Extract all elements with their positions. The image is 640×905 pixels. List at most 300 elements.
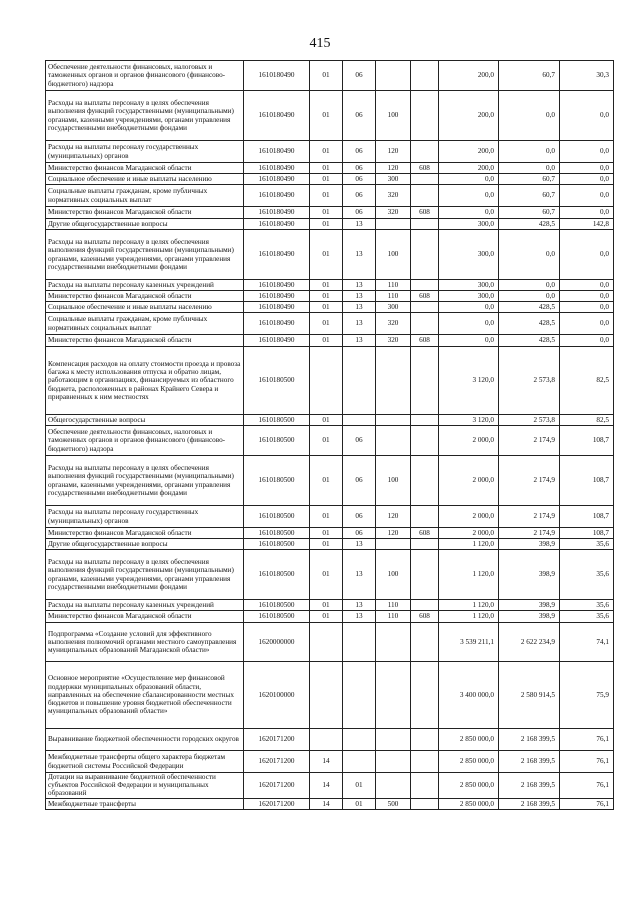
section-code: 01 [310, 539, 343, 550]
program-code: 1620171200 [244, 729, 310, 751]
section-code: 01 [310, 174, 343, 185]
plan-amount: 2 850 000,0 [439, 773, 499, 799]
execution-percent: 0,0 [560, 141, 614, 163]
table-row [46, 291, 614, 302]
subsection-code [343, 729, 376, 751]
table-row [46, 426, 614, 456]
table-row [46, 729, 614, 751]
section-code: 01 [310, 61, 343, 91]
table-row [46, 415, 614, 426]
expense-type-code: 320 [376, 313, 411, 335]
row-name: Межбюджетные трансферты общего характера бюджетам бюджетной системы Российской Федерации [46, 751, 244, 773]
row-name: Расходы на выплаты персоналу казенных учреждений [46, 280, 244, 291]
execution-percent: 108,7 [560, 506, 614, 528]
program-code: 1620171200 [244, 798, 310, 809]
program-code: 1610180490 [244, 335, 310, 347]
expense-type-code [376, 662, 411, 729]
subsection-code: 06 [343, 163, 376, 174]
plan-amount: 3 120,0 [439, 415, 499, 426]
plan-amount: 0,0 [439, 174, 499, 185]
plan-amount: 300,0 [439, 219, 499, 230]
plan-amount: 1 120,0 [439, 600, 499, 611]
actual-amount: 2 573,8 [499, 347, 560, 415]
section-code: 01 [310, 291, 343, 302]
actual-amount: 428,5 [499, 302, 560, 313]
plan-amount: 2 000,0 [439, 506, 499, 528]
table-row [46, 528, 614, 539]
actual-amount: 0,0 [499, 163, 560, 174]
program-code: 1610180500 [244, 347, 310, 415]
administrator-code: 608 [411, 207, 439, 219]
expense-type-code [376, 623, 411, 662]
execution-percent: 0,0 [560, 207, 614, 219]
actual-amount: 2 168 399,5 [499, 773, 560, 799]
execution-percent: 108,7 [560, 456, 614, 506]
execution-percent: 76,1 [560, 751, 614, 773]
expense-type-code [376, 729, 411, 751]
administrator-code [411, 798, 439, 809]
row-name: Основное мероприятие «Осуществление мер финансовой поддержки муниципальных образований области, направленных на обеспечение сбалансированности местных бюджетов и повышение уровня бюджетной обеспеченности муниципальных образований области» [46, 662, 244, 729]
expense-type-code: 100 [376, 91, 411, 141]
subsection-code: 13 [343, 291, 376, 302]
plan-amount: 0,0 [439, 185, 499, 207]
subsection-code: 13 [343, 313, 376, 335]
program-code: 1620171200 [244, 773, 310, 799]
subsection-code: 06 [343, 91, 376, 141]
table-row [46, 506, 614, 528]
row-name: Министерство финансов Магаданской области [46, 291, 244, 302]
execution-percent: 0,0 [560, 302, 614, 313]
actual-amount: 2 622 234,9 [499, 623, 560, 662]
row-name: Обеспечение деятельности финансовых, налоговых и таможенных органов и органов финансового (финансово-бюджетного) надзора [46, 61, 244, 91]
program-code: 1610180490 [244, 91, 310, 141]
expense-type-code: 120 [376, 528, 411, 539]
actual-amount: 398,9 [499, 550, 560, 600]
administrator-code [411, 773, 439, 799]
program-code: 1610180500 [244, 550, 310, 600]
administrator-code [411, 623, 439, 662]
program-code: 1610180490 [244, 185, 310, 207]
plan-amount: 3 120,0 [439, 347, 499, 415]
section-code: 01 [310, 185, 343, 207]
table-row [46, 662, 614, 729]
program-code: 1610180500 [244, 415, 310, 426]
row-name: Социальное обеспечение и иные выплаты населению [46, 302, 244, 313]
table-row [46, 230, 614, 280]
table-row [46, 456, 614, 506]
administrator-code [411, 141, 439, 163]
actual-amount: 60,7 [499, 185, 560, 207]
section-code: 01 [310, 207, 343, 219]
execution-percent: 35,6 [560, 550, 614, 600]
plan-amount: 3 400 000,0 [439, 662, 499, 729]
section-code: 01 [310, 611, 343, 623]
row-name: Расходы на выплаты персоналу государственных (муниципальных) органов [46, 141, 244, 163]
table-row [46, 61, 614, 91]
actual-amount: 0,0 [499, 230, 560, 280]
subsection-code: 13 [343, 335, 376, 347]
administrator-code [411, 280, 439, 291]
row-name: Расходы на выплаты персоналу государственных (муниципальных) органов [46, 506, 244, 528]
program-code: 1610180500 [244, 426, 310, 456]
plan-amount: 1 120,0 [439, 550, 499, 600]
expense-type-code: 110 [376, 291, 411, 302]
subsection-code: 13 [343, 280, 376, 291]
actual-amount: 398,9 [499, 600, 560, 611]
subsection-code: 06 [343, 456, 376, 506]
actual-amount: 428,5 [499, 335, 560, 347]
actual-amount: 2 580 914,5 [499, 662, 560, 729]
actual-amount: 60,7 [499, 174, 560, 185]
expense-type-code: 300 [376, 174, 411, 185]
actual-amount: 2 174,9 [499, 456, 560, 506]
table-row [46, 163, 614, 174]
execution-percent: 76,1 [560, 798, 614, 809]
row-name: Подпрограмма «Создание условий для эффективного выполнения полномочий органами местного самоуправления муниципальных образований Магаданской области» [46, 623, 244, 662]
program-code: 1610180490 [244, 219, 310, 230]
actual-amount: 60,7 [499, 207, 560, 219]
section-code: 01 [310, 302, 343, 313]
expense-type-code [376, 219, 411, 230]
program-code: 1620171200 [244, 751, 310, 773]
expense-type-code: 110 [376, 611, 411, 623]
execution-percent: 35,6 [560, 600, 614, 611]
administrator-code [411, 219, 439, 230]
execution-percent: 0,0 [560, 185, 614, 207]
administrator-code: 608 [411, 528, 439, 539]
plan-amount: 200,0 [439, 91, 499, 141]
section-code [310, 729, 343, 751]
table-row [46, 347, 614, 415]
administrator-code [411, 313, 439, 335]
plan-amount: 0,0 [439, 302, 499, 313]
expense-type-code [376, 415, 411, 426]
program-code: 1610180490 [244, 207, 310, 219]
subsection-code: 06 [343, 528, 376, 539]
subsection-code: 06 [343, 61, 376, 91]
table-row [46, 91, 614, 141]
row-name: Выравнивание бюджетной обеспеченности городских округов [46, 729, 244, 751]
section-code: 01 [310, 456, 343, 506]
administrator-code: 608 [411, 291, 439, 302]
section-code: 14 [310, 773, 343, 799]
plan-amount: 0,0 [439, 207, 499, 219]
program-code: 1620000000 [244, 623, 310, 662]
section-code: 01 [310, 280, 343, 291]
subsection-code: 06 [343, 141, 376, 163]
expense-type-code: 320 [376, 185, 411, 207]
administrator-code [411, 174, 439, 185]
row-name: Министерство финансов Магаданской области [46, 335, 244, 347]
table-row [46, 174, 614, 185]
expense-type-code [376, 773, 411, 799]
execution-percent: 0,0 [560, 280, 614, 291]
program-code: 1610180500 [244, 506, 310, 528]
administrator-code: 608 [411, 611, 439, 623]
execution-percent: 108,7 [560, 528, 614, 539]
program-code: 1610180490 [244, 141, 310, 163]
table-row [46, 185, 614, 207]
table-row [46, 207, 614, 219]
table-row [46, 751, 614, 773]
administrator-code [411, 230, 439, 280]
expense-type-code: 300 [376, 302, 411, 313]
program-code: 1610180490 [244, 174, 310, 185]
expense-type-code: 120 [376, 141, 411, 163]
actual-amount: 428,5 [499, 219, 560, 230]
row-name: Расходы на выплаты персоналу в целях обеспечения выполнения функций государственными (муниципальными) органами, казенными учреждениями, органами управления государственными внебюджетными фондами [46, 91, 244, 141]
plan-amount: 300,0 [439, 280, 499, 291]
subsection-code: 06 [343, 426, 376, 456]
row-name: Расходы на выплаты персоналу казенных учреждений [46, 600, 244, 611]
actual-amount: 0,0 [499, 280, 560, 291]
execution-percent: 142,8 [560, 219, 614, 230]
program-code: 1610180490 [244, 280, 310, 291]
table-row [46, 773, 614, 799]
execution-percent: 108,7 [560, 426, 614, 456]
administrator-code [411, 662, 439, 729]
plan-amount: 3 539 211,1 [439, 623, 499, 662]
row-name: Дотации на выравнивание бюджетной обеспеченности субъектов Российской Федерации и муниципальных образований [46, 773, 244, 799]
expense-type-code [376, 61, 411, 91]
execution-percent: 35,6 [560, 539, 614, 550]
row-name: Министерство финансов Магаданской области [46, 163, 244, 174]
subsection-code [343, 751, 376, 773]
administrator-code [411, 456, 439, 506]
expense-type-code: 320 [376, 335, 411, 347]
section-code: 01 [310, 528, 343, 539]
table-row [46, 280, 614, 291]
program-code: 1610180490 [244, 163, 310, 174]
actual-amount: 398,9 [499, 539, 560, 550]
plan-amount: 2 000,0 [439, 456, 499, 506]
expense-type-code: 120 [376, 163, 411, 174]
expense-type-code: 120 [376, 506, 411, 528]
execution-percent: 82,5 [560, 347, 614, 415]
administrator-code [411, 506, 439, 528]
administrator-code [411, 751, 439, 773]
plan-amount: 1 120,0 [439, 539, 499, 550]
subsection-code: 13 [343, 600, 376, 611]
expense-type-code [376, 539, 411, 550]
row-name: Министерство финансов Магаданской области [46, 528, 244, 539]
section-code: 01 [310, 600, 343, 611]
program-code: 1610180490 [244, 230, 310, 280]
expense-type-code: 100 [376, 550, 411, 600]
row-name: Министерство финансов Магаданской области [46, 207, 244, 219]
section-code: 01 [310, 550, 343, 600]
plan-amount: 300,0 [439, 291, 499, 302]
plan-amount: 200,0 [439, 163, 499, 174]
program-code: 1610180490 [244, 291, 310, 302]
plan-amount: 300,0 [439, 230, 499, 280]
subsection-code: 13 [343, 550, 376, 600]
plan-amount: 2 850 000,0 [439, 729, 499, 751]
expense-type-code: 100 [376, 230, 411, 280]
section-code: 01 [310, 313, 343, 335]
section-code [310, 623, 343, 662]
execution-percent: 82,5 [560, 415, 614, 426]
administrator-code [411, 415, 439, 426]
expense-type-code [376, 347, 411, 415]
subsection-code: 13 [343, 230, 376, 280]
row-name: Расходы на выплаты персоналу в целях обеспечения выполнения функций государственными (муниципальными) органами, казенными учреждениями, органами управления государственными внебюджетными фондами [46, 550, 244, 600]
table-row [46, 335, 614, 347]
expense-type-code: 100 [376, 456, 411, 506]
subsection-code: 13 [343, 219, 376, 230]
row-name: Другие общегосударственные вопросы [46, 539, 244, 550]
table-row [46, 313, 614, 335]
subsection-code: 06 [343, 174, 376, 185]
administrator-code [411, 91, 439, 141]
table-row [46, 219, 614, 230]
expense-type-code [376, 426, 411, 456]
row-name: Другие общегосударственные вопросы [46, 219, 244, 230]
actual-amount: 60,7 [499, 61, 560, 91]
plan-amount: 200,0 [439, 61, 499, 91]
actual-amount: 0,0 [499, 91, 560, 141]
row-name: Расходы на выплаты персоналу в целях обеспечения выполнения функций государственными (муниципальными) органами, казенными учреждениями, органами управления государственными внебюджетными фондами [46, 456, 244, 506]
row-name: Обеспечение деятельности финансовых, налоговых и таможенных органов и органов финансового (финансово-бюджетного) надзора [46, 426, 244, 456]
execution-percent: 0,0 [560, 291, 614, 302]
administrator-code [411, 426, 439, 456]
actual-amount: 2 168 399,5 [499, 729, 560, 751]
execution-percent: 74,1 [560, 623, 614, 662]
execution-percent: 0,0 [560, 91, 614, 141]
program-code: 1610180500 [244, 611, 310, 623]
row-name: Социальные выплаты гражданам, кроме публичных нормативных социальных выплат [46, 185, 244, 207]
program-code: 1610180490 [244, 61, 310, 91]
program-code: 1610180500 [244, 528, 310, 539]
expense-type-code: 320 [376, 207, 411, 219]
plan-amount: 2 850 000,0 [439, 751, 499, 773]
row-name: Социальные выплаты гражданам, кроме публичных нормативных социальных выплат [46, 313, 244, 335]
table-row [46, 798, 614, 809]
section-code: 01 [310, 335, 343, 347]
actual-amount: 2 168 399,5 [499, 751, 560, 773]
plan-amount: 2 000,0 [439, 528, 499, 539]
row-name: Межбюджетные трансферты [46, 798, 244, 809]
execution-percent: 35,6 [560, 611, 614, 623]
plan-amount: 1 120,0 [439, 611, 499, 623]
section-code: 01 [310, 91, 343, 141]
execution-percent: 76,1 [560, 729, 614, 751]
subsection-code: 01 [343, 773, 376, 799]
program-code: 1620100000 [244, 662, 310, 729]
expense-type-code: 500 [376, 798, 411, 809]
administrator-code [411, 550, 439, 600]
table-row [46, 539, 614, 550]
subsection-code [343, 415, 376, 426]
subsection-code: 06 [343, 506, 376, 528]
section-code [310, 662, 343, 729]
expense-type-code: 110 [376, 280, 411, 291]
row-name: Расходы на выплаты персоналу в целях обеспечения выполнения функций государственными (муниципальными) органами, казенными учреждениями, органами управления государственными внебюджетными фондами [46, 230, 244, 280]
page-number: 415 [309, 36, 331, 51]
subsection-code: 13 [343, 539, 376, 550]
actual-amount: 2 168 399,5 [499, 798, 560, 809]
execution-percent: 0,0 [560, 313, 614, 335]
expense-type-code: 110 [376, 600, 411, 611]
program-code: 1610180500 [244, 600, 310, 611]
plan-amount: 2 000,0 [439, 426, 499, 456]
section-code: 01 [310, 506, 343, 528]
table-row [46, 141, 614, 163]
plan-amount: 200,0 [439, 141, 499, 163]
subsection-code [343, 662, 376, 729]
program-code: 1610180490 [244, 302, 310, 313]
section-code [310, 347, 343, 415]
administrator-code [411, 539, 439, 550]
administrator-code [411, 185, 439, 207]
subsection-code: 06 [343, 185, 376, 207]
row-name: Общегосударственные вопросы [46, 415, 244, 426]
plan-amount: 0,0 [439, 335, 499, 347]
section-code: 14 [310, 751, 343, 773]
execution-percent: 0,0 [560, 335, 614, 347]
section-code: 01 [310, 426, 343, 456]
execution-percent: 76,1 [560, 773, 614, 799]
section-code: 01 [310, 141, 343, 163]
administrator-code [411, 729, 439, 751]
section-code: 01 [310, 415, 343, 426]
actual-amount: 398,9 [499, 611, 560, 623]
execution-percent: 75,9 [560, 662, 614, 729]
execution-percent: 0,0 [560, 230, 614, 280]
table-row [46, 623, 614, 662]
administrator-code [411, 302, 439, 313]
plan-amount: 2 850 000,0 [439, 798, 499, 809]
plan-amount: 0,0 [439, 313, 499, 335]
administrator-code: 608 [411, 335, 439, 347]
row-name: Социальное обеспечение и иные выплаты населению [46, 174, 244, 185]
expense-type-code [376, 751, 411, 773]
actual-amount: 428,5 [499, 313, 560, 335]
administrator-code [411, 61, 439, 91]
table-row [46, 550, 614, 600]
subsection-code [343, 623, 376, 662]
actual-amount: 2 174,9 [499, 528, 560, 539]
administrator-code: 608 [411, 163, 439, 174]
actual-amount: 0,0 [499, 291, 560, 302]
budget-table [45, 60, 614, 810]
table-row [46, 611, 614, 623]
program-code: 1610180500 [244, 456, 310, 506]
administrator-code [411, 347, 439, 415]
subsection-code: 06 [343, 207, 376, 219]
table-row [46, 600, 614, 611]
program-code: 1610180500 [244, 539, 310, 550]
row-name: Министерство финансов Магаданской области [46, 611, 244, 623]
section-code: 14 [310, 798, 343, 809]
row-name: Компенсация расходов на оплату стоимости проезда и провоза багажа к месту использования отпуска и обратно лицам, работающим в организациях, финансируемых из областного бюджета, расположенных в районах Крайнего Севера и приравненных к ним местностях [46, 347, 244, 415]
subsection-code: 01 [343, 798, 376, 809]
section-code: 01 [310, 230, 343, 280]
actual-amount: 2 573,8 [499, 415, 560, 426]
administrator-code [411, 600, 439, 611]
section-code: 01 [310, 163, 343, 174]
section-code: 01 [310, 219, 343, 230]
actual-amount: 0,0 [499, 141, 560, 163]
subsection-code [343, 347, 376, 415]
execution-percent: 30,3 [560, 61, 614, 91]
execution-percent: 0,0 [560, 163, 614, 174]
subsection-code: 13 [343, 611, 376, 623]
actual-amount: 2 174,9 [499, 506, 560, 528]
execution-percent: 0,0 [560, 174, 614, 185]
subsection-code: 13 [343, 302, 376, 313]
table-row [46, 302, 614, 313]
